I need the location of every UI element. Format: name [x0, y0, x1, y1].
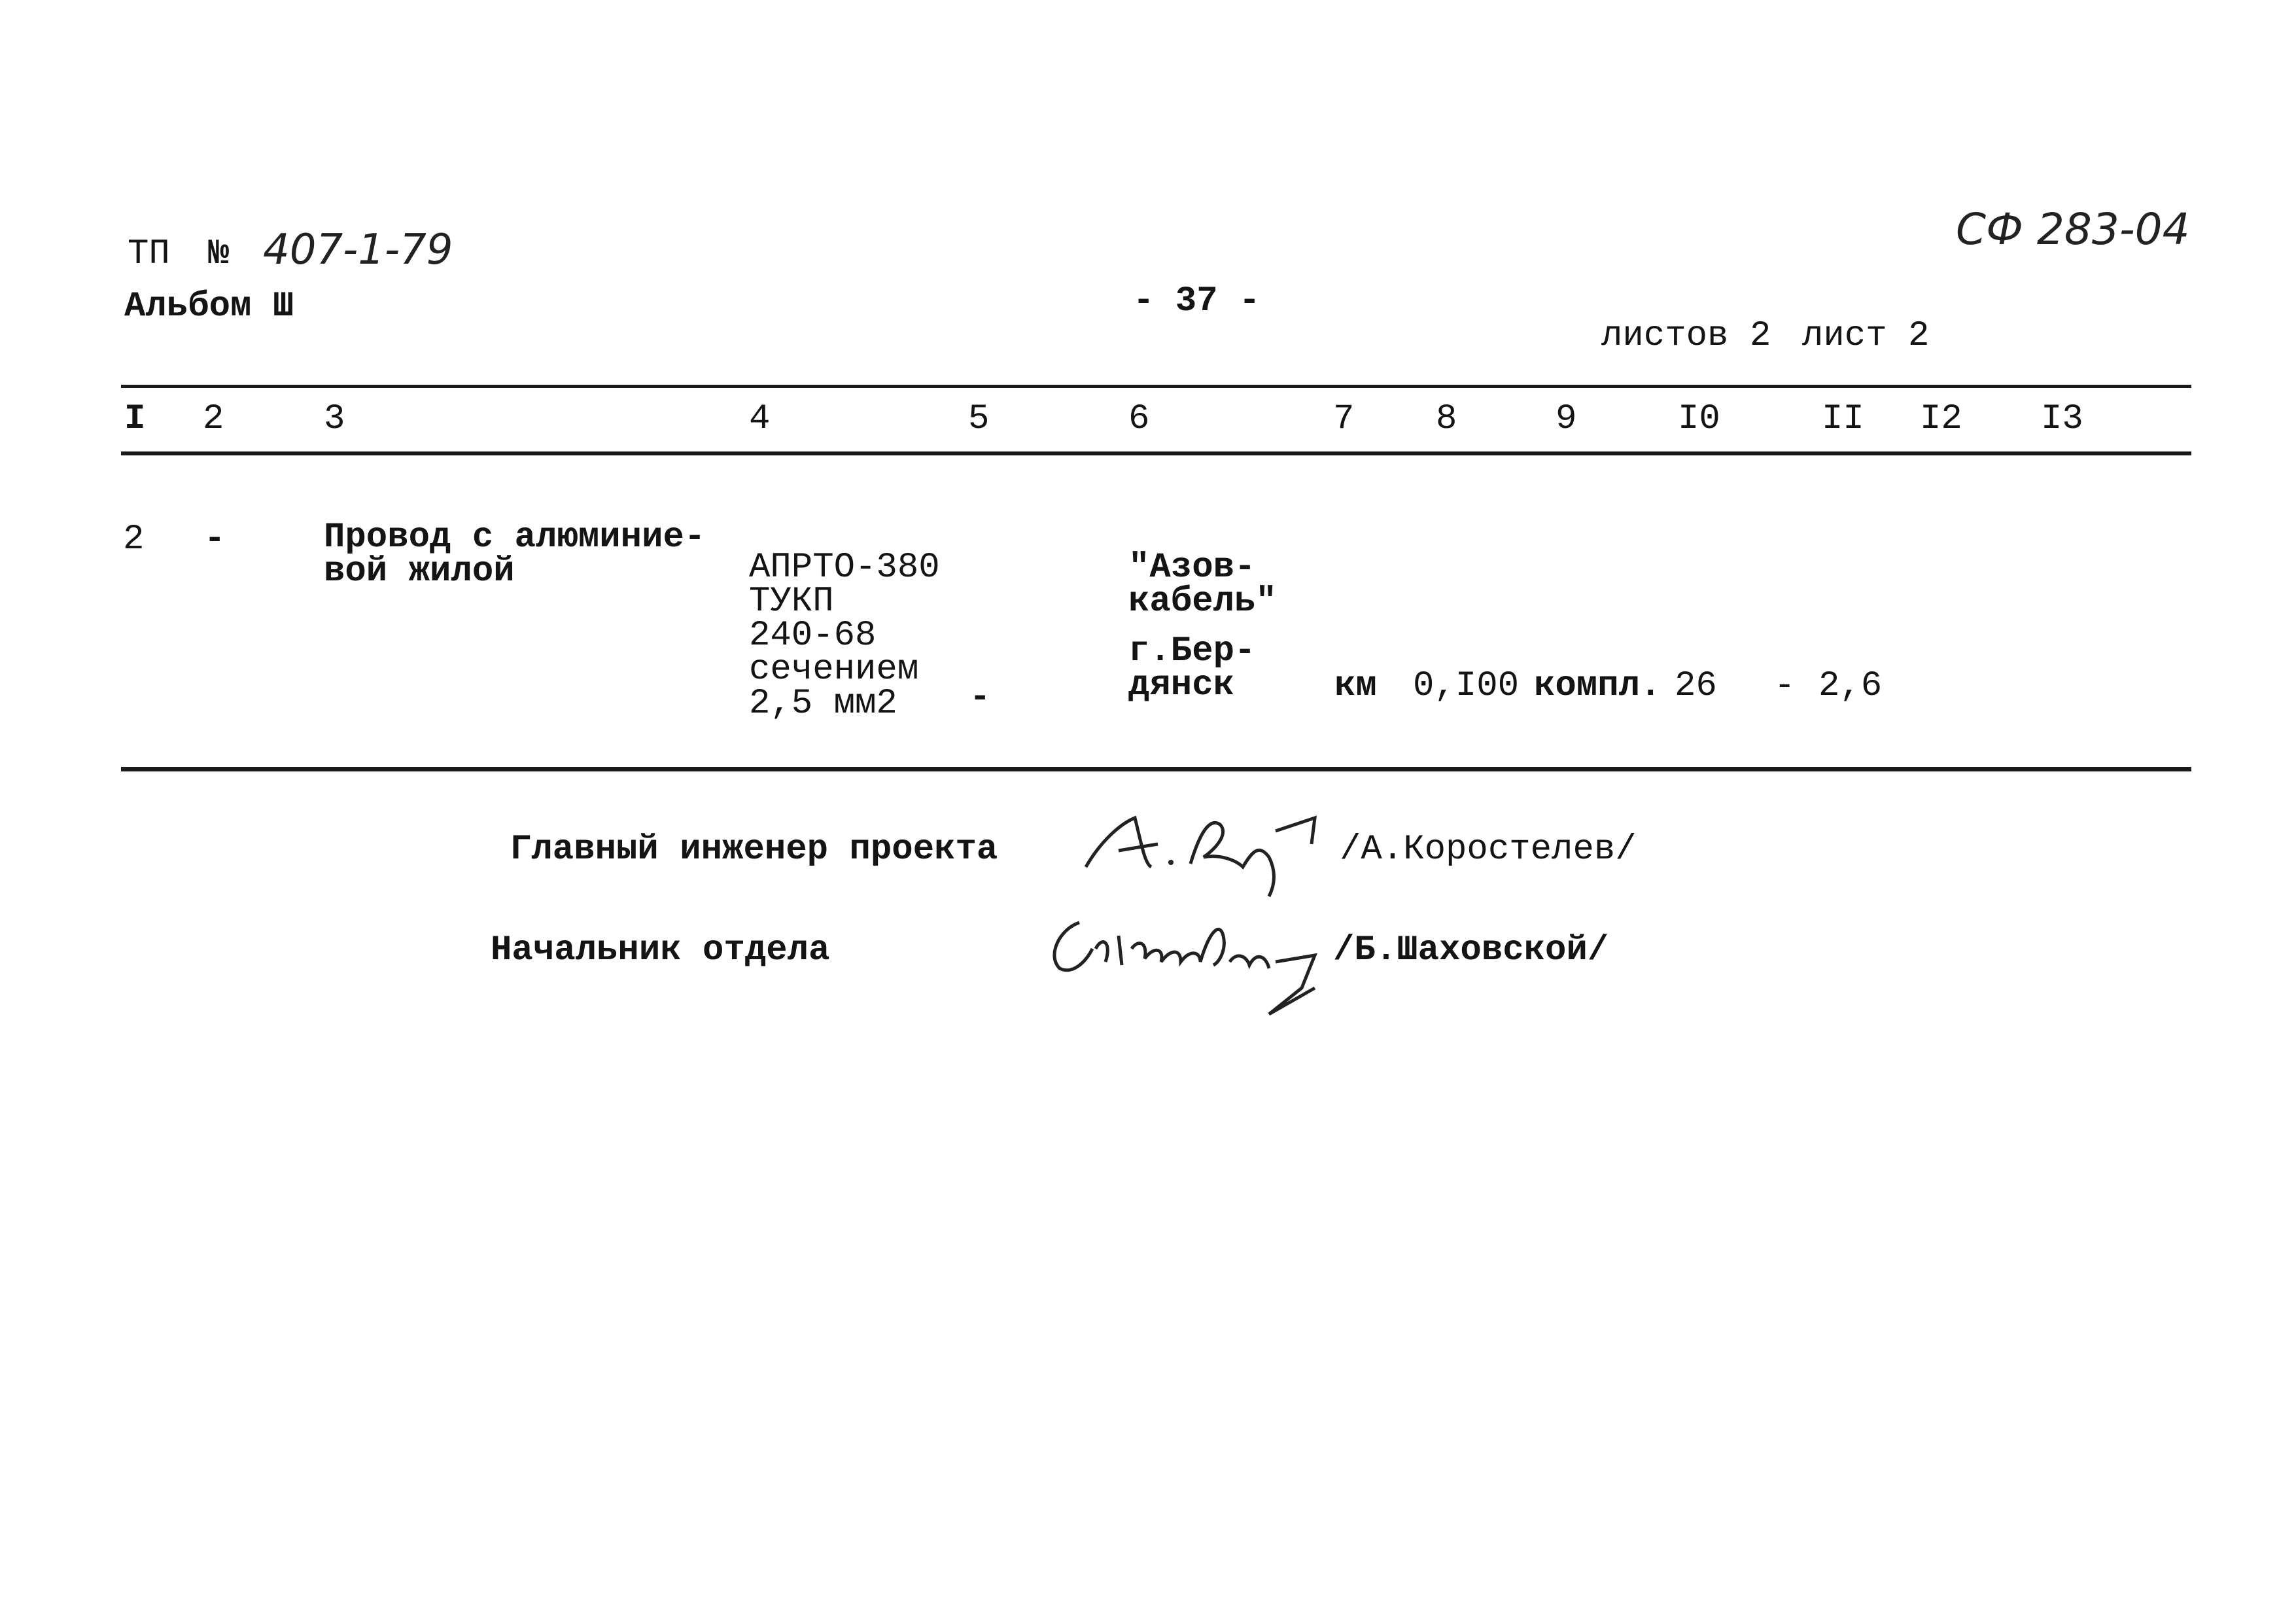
- chief-engineer-name: /А.Коростелев/: [1340, 830, 1637, 870]
- cell-4-line-3: 240-68: [749, 616, 877, 656]
- col-header-13: I3: [2041, 399, 2083, 439]
- row-cell-6-city: [1128, 631, 1256, 705]
- cell-6-line-1: "Азов-: [1128, 548, 1256, 588]
- sheets-total: листов 2: [1601, 316, 1771, 356]
- cell-4-line-1: АПРТО-380: [749, 548, 940, 588]
- cell-4-line-5: 2,5 мм2: [749, 684, 897, 724]
- row-cell-3: [324, 518, 706, 591]
- cell-6-line-3: г.Бер-: [1128, 631, 1256, 671]
- cell-6-line-4: дянск: [1128, 665, 1235, 705]
- row-cell-9: компл.: [1534, 666, 1661, 706]
- col-header-8: 8: [1436, 399, 1457, 439]
- col-header-6: 6: [1128, 399, 1150, 439]
- table-top-rule: [121, 385, 2191, 388]
- col-header-10: I0: [1678, 399, 1720, 439]
- col-header-7: 7: [1333, 399, 1355, 439]
- department-head-signature: [1040, 909, 1348, 1027]
- table-bottom-rule: [121, 767, 2191, 771]
- cell-3-line-1: Провод с алюминие-: [324, 518, 706, 557]
- page-number: - 37 -: [1133, 281, 1261, 321]
- col-header-1: I: [124, 399, 146, 439]
- department-head-name: /Б.Шаховской/: [1333, 930, 1609, 970]
- cell-3-line-2: вой жилой: [324, 552, 515, 591]
- row-cell-6-supplier: [1128, 548, 1277, 622]
- row-cell-7: км: [1334, 666, 1377, 706]
- col-header-9: 9: [1556, 399, 1577, 439]
- col-header-3: 3: [324, 399, 345, 439]
- album-label: Альбом Ш: [124, 287, 294, 327]
- cell-4-line-2: ТУКП: [749, 582, 834, 622]
- tp-prefix: ТП: [128, 234, 170, 274]
- col-header-4: 4: [749, 399, 771, 439]
- row-cell-10: 26: [1675, 666, 1717, 706]
- cell-4-line-4: сечением: [749, 650, 919, 690]
- tp-number-handwritten: 407-1-79: [263, 226, 453, 274]
- col-header-12: I2: [1920, 399, 1962, 439]
- cell-6-line-2: кабель": [1128, 582, 1277, 622]
- stamp-number-handwritten: СФ 283-04: [1956, 204, 2190, 255]
- sheet-current: лист 2: [1802, 316, 1930, 356]
- number-sign: №: [208, 234, 230, 274]
- department-head-role: Начальник отдела: [491, 930, 830, 970]
- chief-engineer-role: Главный инженер проекта: [510, 830, 998, 870]
- row-cell-8: 0,I00: [1413, 666, 1520, 706]
- row-cell-1: 2: [123, 520, 145, 559]
- col-header-2: 2: [203, 399, 224, 439]
- row-cell-12: 2,6: [1818, 666, 1883, 706]
- table-header-rule: [121, 451, 2191, 455]
- col-header-5: 5: [968, 399, 990, 439]
- chief-engineer-signature: [1079, 805, 1341, 883]
- col-header-11: II: [1822, 399, 1864, 439]
- row-cell-11: -: [1774, 666, 1796, 706]
- row-cell-5: -: [969, 678, 991, 718]
- row-cell-2: -: [204, 520, 226, 559]
- row-cell-4: [749, 548, 940, 724]
